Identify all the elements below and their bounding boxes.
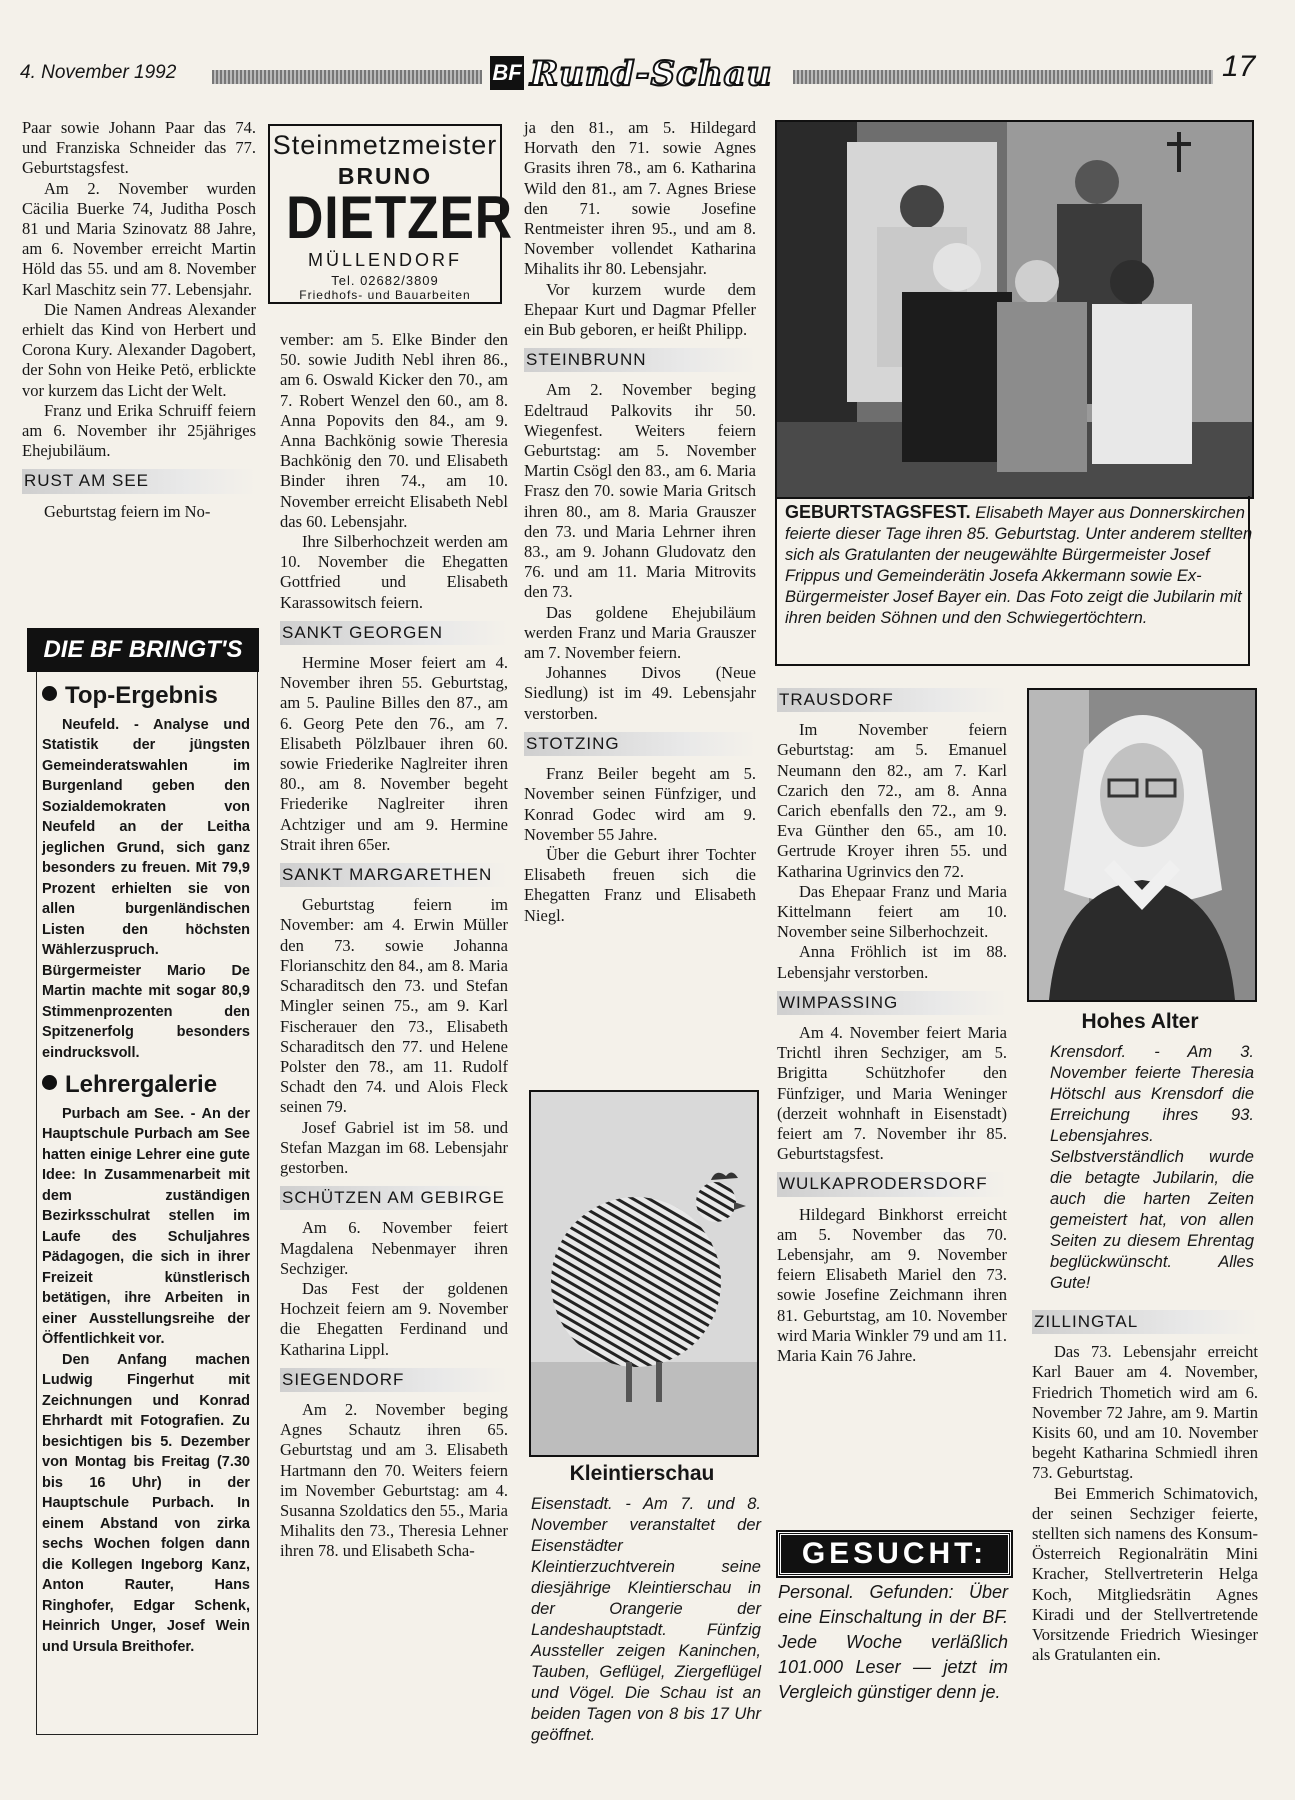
column-4 [777,688,1007,1366]
hen-photo-image [531,1092,757,1455]
paragraph: Am 4. November feiert Maria Trichtl ihren Sechziger, am 5. Brigitta Schützhofer den Fünfziger, und Maria Weninger (derzeit wohnhaft in Eisenstadt) feiert am 7. November ihr 85. Geburtstagsfest. [777,1023,1007,1164]
section-heading-zillingtal: ZILLINGTAL [1032,1310,1258,1334]
family-photo-image [777,122,1252,497]
elderly-woman-photo-image [1029,690,1255,1000]
column-1 [22,118,256,522]
caption-text: Elisabeth Mayer aus Donnerskirchen feierte dieser Tage ihren 85. Geburtstag. Unter anderem stellten sich als Gratulanten der neugewählte Bürgermeister Josef Frippus und Gemeinderätin Josefa Akkermann sowie Ex-Bürgermeister Josef Bayer ein. Das Foto zeigt die Jubilarin mit ihren beiden Söhnen und den Schwiegertöchtern. [785,504,1253,627]
header-rule-left [212,70,482,84]
section-heading-sankt-georgen: SANKT GEORGEN [280,621,508,645]
ad-surname: DIETZER [286,184,513,251]
paragraph: vember: am 5. Elke Binder den 50. sowie Judith Nebl ihren 86., am 6. Oswald Kicker den 70., am 7. Robert Wenzel den 60., am 8. Anna Popovits den 84., am 9. Anna Bachkönig sowie Theresia Bachkönig den 70. und Elisabeth Binder ihren 74., am 10. November erreicht Elisabeth Nebl das 60. Lebensjahr. [280,330,508,531]
paragraph: Ihre Silberhochzeit werden am 10. November die Ehegatten Gottfried und Elisabeth Karassowitsch feiern. [280,532,508,612]
paragraph: Den Anfang machen Ludwig Fingerhut mit Zeichnungen und Konrad Ehrhardt mit Fotografien. Zu besichtigen bis 5. Dezember von Montag bis Freitag (7.30 bis 16 Uhr) in der Hauptschule Purbach. In einem Abstand von zirka sechs Wochen folgen dann die Kollegen Ingeborg Kanz, Anton Rauter, Hans Ringhofer, Edgar Schenk, Heinrich Unger, Josef Wein und Ursula Breithofer. [42,1351,250,1655]
hen-photo-caption: Eisenstadt. - Am 7. und 8. November veranstaltet der Eisenstädter Kleintierzuchtverein seine diesjährige Kleintierschau in der Orangerie der Landeshauptstadt. Fünfzig Aussteller zeigen Kaninchen, Tauben, Geflügel, Ziergeflügel und Vögel. Die Schau ist an beiden Tagen von 8 bis 17 Uhr geöffnet. [531,1495,761,1744]
bullet-icon [42,686,57,701]
page-number: 17 [1222,50,1256,83]
paragraph: Am 2. November beging Edeltraud Palkovits ihr 50. Wiegenfest. Weiters feiern Geburtstag: am 5. November Martin Csögl den 83., am 6. Maria Frasz den 70. sowie Maria Gritsch ihren 80., am 8. Maria Grauszer den 73. und Maria Lehrner ihren 83., am 9. Johann Gludovatz den 76. und am 11. Maria Mitrovits den 73. [524,380,756,602]
item-heading-top-ergebnis: Top-Ergebnis [42,686,250,707]
paragraph: Das Ehepaar Franz und Maria Kittelmann feiert am 10. November seine Silberhochzeit. [777,881,1007,942]
ad-firstname: BRUNO [337,163,433,189]
ad-trade: Steinmetzmeister [272,130,498,160]
paragraph: Über die Geburt ihrer Tochter Elisabeth freuen sich die Ehegatten Franz und Elisabeth Niegl. [524,844,756,925]
paragraph: Geburtstag feiern im November: am 4. Erwin Müller den 73. sowie Johanna Florianschitz den 84., am 8. Maria Scharaditsch den 73. und Stefan Mingler seinen 75., am 9. Karl Fischerauer den 73., Elisabeth Scharaditsch den 77. und Helene Polster den 78., am 11. Rudolf Schadt den 74. und Alois Fleck seinen 79. [280,895,508,1117]
ad-phone: Tel. 02682/3809 [331,273,439,288]
column-3 [524,118,756,926]
gesucht-heading: GESUCHT: [778,1532,1011,1576]
column-2 [280,330,508,1562]
paragraph: Das goldene Ehejubiläum werden Franz und Maria Grauszer am 7. November feiern. [524,602,756,663]
paragraph: Am 2. November wurden Cäcilia Buerke 74, Juditha Posch 81 und Maria Szinovatz 88 Jahre, am 6. November erreicht Martin Höld das 55. und am 8. November Karl Maschitz sein 77. Lebensjahr. [22,178,256,299]
paragraph: Anna Fröhlich ist im 88. Lebensjahr verstorben. [777,942,1007,982]
section-heading-wimpassing: WIMPASSING [777,991,1007,1015]
issue-date: 4. November 1992 [20,62,177,83]
paragraph: Franz Beiler begeht am 5. November seinen Fünfziger, und Konrad Godec wird am 9. November 55 Jahre. [524,764,756,844]
paragraph: Hermine Moser feiert am 4. November ihren 55. Geburtstag, am 5. Pauline Billes den 87., am 6. Georg Pete den 76., am 7. Elisabeth Pölzlbauer ihren 60. sowie Friederike Naglreiter ihren 80., am 8. November begeht Friederike Naglreiter ihren Achtziger und am 9. Hermine Strait ihren 65er. [280,653,508,854]
caption-label: GEBURTSTAGSFEST. [785,502,971,522]
ad-services: Friedhofs- und Bauarbeiten [299,288,471,302]
column-5 [1032,1310,1258,1665]
section-heading-rust: RUST AM SEE [22,469,256,493]
header-rule-right [793,70,1213,84]
paragraph: Josef Gabriel ist im 58. und Stefan Mazgan im 68. Lebensjahr gestorben. [280,1117,508,1177]
news-box-content [42,680,250,1657]
section-title: Rund-Schau [530,54,773,94]
ad-town: MÜLLENDORF [307,250,462,270]
paragraph: Die Namen Andreas Alexander erhielt das Kind von Herbert und Corona Kury. Alexander Dagobert, der Sohn von Heike Petö, erblickte vor kurzem das Licht der Welt. [22,299,256,400]
section-heading-sankt-margarethen: SANKT MARGARETHEN [280,863,508,887]
section-heading-stotzing: STOTZING [524,732,756,756]
elderly-woman-photo [1027,688,1257,1002]
section-heading-wulkaprodersdorf: WULKAPRODERSDORF [777,1172,1007,1196]
paragraph: Purbach am See. - An der Hauptschule Purbach am See hatten einige Lehrer eine gute Idee: In Zusammenarbeit mit dem zuständigen Bezirksschulrat stellen im Laufe des Schuljahres Pädagogen, die sich in ihrer Freizeit künstlerisch betätigen, ihre Arbeiten in einer Ausstellungsreihe der Öffentlichkeit vor. [42,1105,250,1347]
paragraph: Am 6. November feiert Magdalena Nebenmayer ihren Sechziger. [280,1218,508,1278]
paragraph: Johannes Divos (Neue Siedlung) ist im 49. Lebensjahr verstorben. [524,663,756,723]
paragraph: ja den 81., am 5. Hildegard Horvath den 71. sowie Agnes Grasits ihren 78., am 6. Katharina Wild den 81., am 7. Agnes Briese den 71. sowie Josefine Rentmeister ihren 95., und am 8. November vollendet Katharina Mihalits ihr 80. Lebensjahr. [524,118,756,279]
family-photo [775,120,1254,499]
section-heading-trausdorf: TRAUSDORF [777,688,1007,712]
news-box-heading: DIE BF BRINGT'S [27,628,259,672]
section-heading-schuetzen: SCHÜTZEN AM GEBIRGE [280,1186,508,1210]
paragraph: Bei Emmerich Schimatovich, der seinen Sechziger feierte, stellten sich namens des Konsum-Österreich Regionalrätin Mini Kracher, Stellvertreterin Helga Koch, Mitgliedsrätin Agnes Kiradi und der Stellvertretende Vorsitzende Friedrich Wiesinger als Gratulanten ein. [1032,1483,1258,1665]
section-heading-siegendorf: SIEGENDORF [280,1368,508,1392]
family-photo-caption-frame [775,496,1253,666]
paragraph: Das 73. Lebensjahr erreicht Karl Bauer am 4. November, Friedrich Thometich wird am 6. November 72 Jahre, am 9. Martin Kisits 60, und am 10. November begeht Katharina Schmiedl ihren 73. Geburtstag. [1032,1342,1258,1483]
paragraph: Im November feiern Geburtstag: am 5. Emanuel Neumann den 82., am 7. Karl Czarich den 72., am 8. Anna Carich ebenfalls den 72., am 9. Eva Günther den 65., am 10. Gertrude Kroyer ihren 55. und Katharina Ugrinvics den 72. [777,720,1007,881]
paragraph: Das Fest der goldenen Hochzeit feiern am 9. November die Ehegatten Ferdinand und Katharina Lippl. [280,1278,508,1359]
advertisement-steinmetz [268,124,513,304]
paragraph: Am 2. November beging Agnes Schautz ihren 65. Geburtstag und am 3. Elisabeth Hartmann den 70. Weiters feiern im November Geburtstag: am 4. Susanna Szoldatics den 55., Maria Mihalits den 73., Theresia Lehner ihren 78. und Elisabeth Scha- [280,1399,508,1561]
hen-photo [529,1090,759,1457]
gesucht-text: Personal. Gefunden: Über eine Einschaltung in der BF. Jede Woche verläßlich 101.000 Leser — jetzt im Vergleich günstiger denn je. [778,1582,1008,1702]
bullet-icon [42,1075,57,1090]
elderly-woman-photo-caption: Krensdorf. - Am 3. November feierte Theresia Hötschl aus Krensdorf die Erreichung ihres 93. Lebensjahres. Selbstverständlich wurde die betagte Jubilarin, die auch die harten Zeiten gemeistert hat, von allen Seiten zu diesem Ehrentag beglückwünscht. Alles Gute! [1050,1043,1254,1292]
paragraph: Vor kurzem wurde dem Ehepaar Kurt und Dagmar Pfeller ein Bub geboren, er heißt Philipp. [524,279,756,340]
paragraph: Paar sowie Johann Paar das 74. und Franziska Schneider das 77. Geburtstagsfest. [22,118,256,178]
section-heading-steinbrunn: STEINBRUNN [524,348,756,372]
item-heading-lehrergalerie: Lehrergalerie [42,1075,250,1096]
paragraph: Franz und Erika Schruiff feiern am 6. November ihr 25jähriges Ehejubiläum. [22,400,256,461]
bf-logo: BF [490,56,524,90]
elderly-woman-photo-title: Hohes Alter [1081,1010,1199,1033]
paragraph: Geburtstag feiern im No- [44,501,211,521]
hen-photo-title: Kleintierschau [569,1462,715,1485]
paragraph: Hildegard Binkhorst erreicht am 5. November das 70. Lebensjahr, am 9. November feiern Elisabeth Mariel den 73. sowie Josefine Zeichmann ihren 81. Geburtstag, am 10. November wird Maria Winkler 79 und am 11. Maria Kain 76 Jahre. [777,1204,1007,1366]
paragraph: Neufeld. - Analyse und Statistik der jüngsten Gemeinderatswahlen im Burgenland geben den Sozialdemokraten von Neufeld an der Leitha jeglichen Grund, sich ganz besonders zu freuen. Mit 79,9 Prozent erhielten sie von allen burgenländischen Listen den höchsten Wählerzuspruch. Bürgermeister Mario De Martin machte mit sogar 80,9 Stimmenprozenten den Spitzenerfolg besonders eindrucksvoll. [42,716,250,1061]
